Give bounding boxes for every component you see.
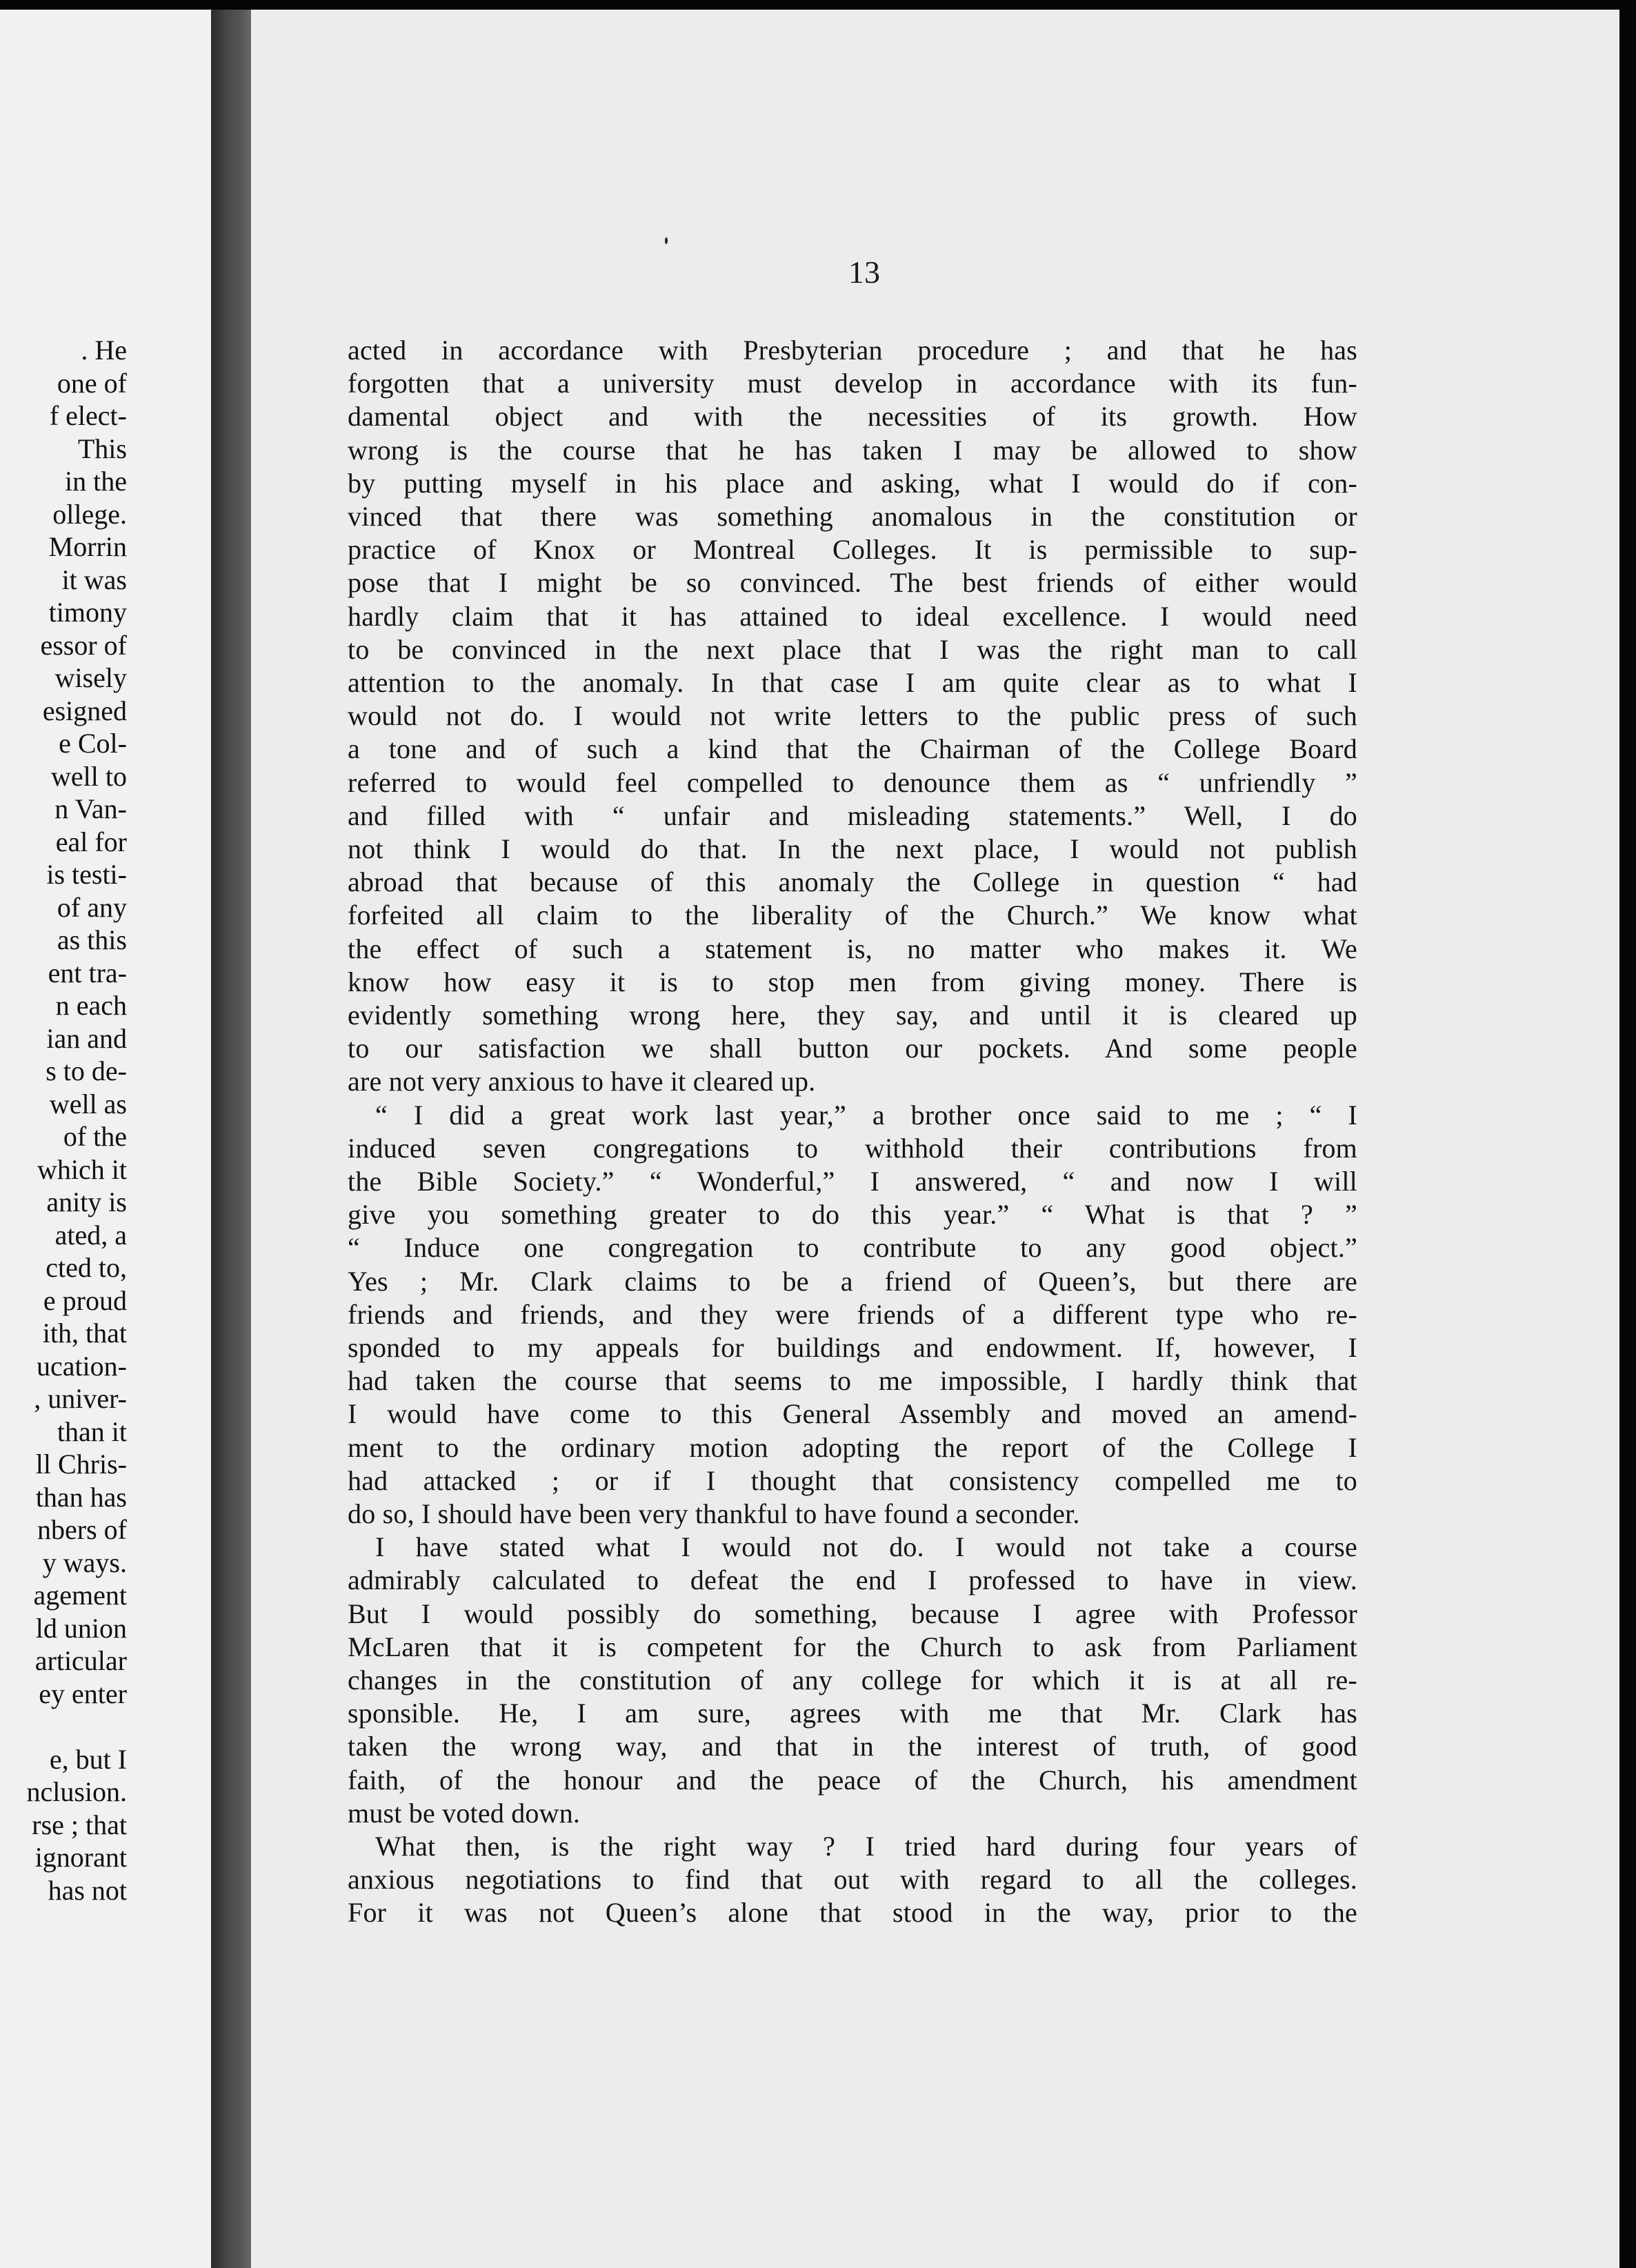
text-line: acted in accordance with Presbyterian procedure ; and that he has <box>348 335 1357 366</box>
scan-speck <box>665 237 668 244</box>
text-line: I would have come to this General Assembly and moved an amend- <box>348 1398 1357 1430</box>
facing-page-line: anity is <box>46 1186 127 1217</box>
text-line: abroad that because of this anomaly the College in question “ had <box>348 866 1357 898</box>
facing-page-line: agement <box>33 1580 127 1611</box>
facing-page-line: rse ; that <box>32 1809 127 1840</box>
facing-page-line: nclusion. <box>26 1776 127 1807</box>
facing-page-line: well to <box>51 760 127 792</box>
facing-page-line: has not <box>48 1874 127 1906</box>
text-line: had attacked ; or if I thought that consistency compelled me to <box>348 1464 1357 1496</box>
facing-page-line: one of <box>57 367 127 399</box>
facing-page-line: e Col- <box>59 728 127 759</box>
facing-page-line: . He <box>81 335 127 366</box>
text-line: ment to the ordinary motion adopting the report of the College I <box>348 1431 1357 1463</box>
scan-right-border <box>1619 0 1636 2268</box>
facing-page-line: ian and <box>46 1022 127 1054</box>
facing-page-line: This <box>77 432 127 464</box>
facing-page-line: ent tra- <box>48 957 127 988</box>
text-line: sponsible. He, I am sure, agrees with me that Mr. Clark has <box>348 1698 1357 1729</box>
text-line: forgotten that a university must develop in accordance with its fun- <box>348 368 1357 399</box>
facing-page-line: in the <box>65 466 127 497</box>
text-line: evidently something wrong here, they say, and until it is cleared up <box>348 999 1357 1031</box>
facing-page-line: s to de- <box>46 1055 127 1086</box>
facing-page-line: n Van- <box>54 793 127 824</box>
facing-page-line: eal for <box>55 826 127 857</box>
text-line: I have stated what I would not do. I would not take a course <box>375 1531 1357 1563</box>
facing-page-line: e proud <box>43 1284 127 1316</box>
text-line: had taken the course that seems to me impossible, I hardly think that <box>348 1365 1357 1397</box>
facing-page-line: n each <box>55 990 127 1021</box>
facing-page-line: of any <box>57 891 127 923</box>
facing-page-line: which it <box>37 1153 127 1185</box>
facing-page-line: is testi- <box>46 859 127 890</box>
scan-top-border <box>0 0 1636 10</box>
text-line: to our satisfaction we shall button our pockets. And some people <box>348 1033 1357 1064</box>
text-line: a tone and of such a kind that the Chairman of the College Board <box>348 733 1357 765</box>
text-line: sponded to my appeals for buildings and endowment. If, however, I <box>348 1332 1357 1363</box>
text-line: vinced that there was something anomalous in the constitution or <box>348 501 1357 532</box>
facing-page-line: Morrin <box>48 531 127 562</box>
facing-page-line: esigned <box>42 695 127 726</box>
facing-page-line: timony <box>48 597 127 628</box>
text-line: damental object and with the necessities of its growth. How <box>348 401 1357 432</box>
text-line: “ I did a great work last year,” a brother once said to me ; “ I <box>375 1099 1357 1131</box>
text-line: must be voted down. <box>348 1797 581 1829</box>
text-line: pose that I might be so convinced. The best friends of either would <box>348 567 1357 599</box>
facing-page-line: ll Chris- <box>35 1449 127 1480</box>
text-line: friends and friends, and they were friends of a different type who re- <box>348 1298 1357 1330</box>
facing-page-line: f elect- <box>49 400 127 431</box>
text-line: What then, is the right way ? I tried hard during four years of <box>375 1831 1357 1862</box>
facing-page-line: e, but I <box>49 1743 127 1775</box>
text-line: give you something greater to do this year.” “ What is that ? ” <box>348 1199 1357 1231</box>
facing-page-line: ey enter <box>39 1678 127 1709</box>
text-line: induced seven congregations to withhold their contributions from <box>348 1132 1357 1164</box>
facing-page-line: of the <box>63 1121 127 1152</box>
facing-page-line: , univer- <box>34 1383 127 1414</box>
text-line: do so, I should have been very thankful to have found a seconder. <box>348 1498 1080 1529</box>
page-number: 13 <box>848 255 880 290</box>
facing-page-line: cted to, <box>46 1252 127 1283</box>
text-line: would not do. I would not write letters to the public press of such <box>348 700 1357 732</box>
text-line: referred to would feel compelled to denounce them as “ unfriendly ” <box>348 766 1357 798</box>
facing-page-line: ith, that <box>42 1317 127 1349</box>
facing-page-line: y ways. <box>42 1546 127 1578</box>
text-line: faith, of the honour and the peace of the Church, his amendment <box>348 1764 1357 1796</box>
text-line: by putting myself in his place and asking, what I would do if con- <box>348 467 1357 499</box>
text-line: anxious negotiations to find that out with regard to all the colleges. <box>348 1864 1357 1896</box>
facing-page-edge <box>0 10 219 2268</box>
facing-page-line: wisely <box>54 662 127 693</box>
text-line: But I would possibly do something, because I agree with Professor <box>348 1598 1357 1629</box>
facing-page-line: it was <box>61 564 127 595</box>
text-line: taken the wrong way, and that in the interest of truth, of good <box>348 1731 1357 1762</box>
text-line: forfeited all claim to the liberality of the Church.” We know what <box>348 899 1357 931</box>
text-line: the Bible Society.” “ Wonderful,” I answered, “ and now I will <box>348 1166 1357 1197</box>
text-line: not think I would do that. In the next place, I would not publish <box>348 833 1357 864</box>
text-line: practice of Knox or Montreal Colleges. It is permissible to sup- <box>348 534 1357 566</box>
book-gutter <box>211 10 251 2268</box>
text-line: changes in the constitution of any college for which it is at all re- <box>348 1664 1357 1695</box>
facing-page-line: ignorant <box>34 1842 127 1873</box>
text-line: McLaren that it is competent for the Church to ask from Parliament <box>348 1631 1357 1662</box>
facing-page-line: ld union <box>35 1612 127 1644</box>
text-line: know how easy it is to stop men from giving money. There is <box>348 966 1357 997</box>
text-line: wrong is the course that he has taken I may be allowed to show <box>348 434 1357 466</box>
facing-page-line: ated, a <box>54 1219 127 1251</box>
text-line: “ Induce one congregation to contribute to any good object.” <box>348 1232 1357 1264</box>
text-line: admirably calculated to defeat the end I professed to have in view. <box>348 1564 1357 1596</box>
text-line: hardly claim that it has attained to ideal excellence. I would need <box>348 600 1357 632</box>
facing-page-line: articular <box>34 1645 127 1676</box>
facing-page-line: as this <box>57 924 127 955</box>
text-line: and filled with “ unfair and misleading statements.” Well, I do <box>348 799 1357 831</box>
facing-page-line: ucation- <box>36 1350 127 1382</box>
text-line: For it was not Queen’s alone that stood in the way, prior to the <box>348 1897 1357 1929</box>
text-line: attention to the anomaly. In that case I am quite clear as to what I <box>348 667 1357 698</box>
facing-page-line: nbers of <box>37 1514 127 1545</box>
text-line: are not very anxious to have it cleared up. <box>348 1066 816 1097</box>
facing-page-line: well as <box>49 1088 127 1120</box>
facing-page-line: than it <box>57 1415 127 1447</box>
facing-page-line: ollege. <box>52 498 127 530</box>
facing-page-line: than has <box>35 1481 127 1513</box>
facing-page-line: essor of <box>40 629 127 661</box>
text-line: the effect of such a statement is, no matter who makes it. We <box>348 933 1357 964</box>
text-line: to be convinced in the next place that I was the right man to call <box>348 633 1357 665</box>
text-line: Yes ; Mr. Clark claims to be a friend of Queen’s, but there are <box>348 1265 1357 1297</box>
